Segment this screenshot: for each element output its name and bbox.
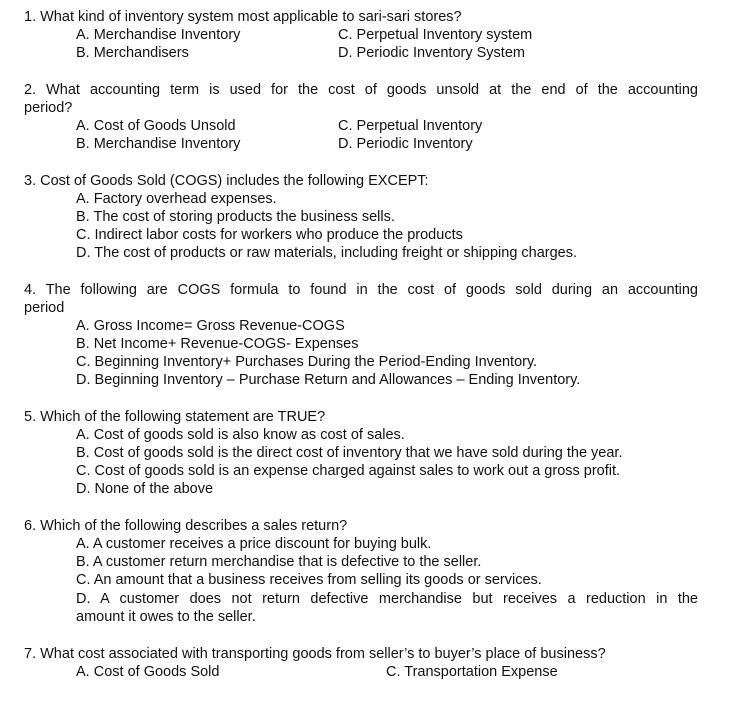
q4-option-c: C. Beginning Inventory+ Purchases During the Period-Ending Inventory. bbox=[76, 354, 538, 370]
question-2-line-1 bbox=[24, 81, 698, 99]
question-number: 4. bbox=[24, 282, 37, 298]
q6-option-d-line-2: amount it owes to the seller. bbox=[76, 609, 256, 625]
question-text: Which of the following describes a sales return? bbox=[40, 518, 348, 534]
question-4-line-1 bbox=[24, 281, 698, 299]
question-5 bbox=[24, 408, 325, 426]
question-text: Which of the following statement are TRUE? bbox=[40, 409, 326, 425]
q1-option-a: A. Merchandise Inventory bbox=[76, 27, 241, 43]
q5-option-d: D. None of the above bbox=[76, 481, 214, 497]
question-number: 6. bbox=[24, 518, 37, 534]
q2-option-d: D. Periodic Inventory bbox=[338, 136, 473, 152]
question-text: What kind of inventory system most applicable to sari-sari stores? bbox=[40, 9, 462, 25]
q3-option-d: D. The cost of products or raw materials, including freight or shipping charges. bbox=[76, 245, 578, 261]
q2-option-c: C. Perpetual Inventory bbox=[338, 118, 483, 134]
q6-option-b: B. A customer return merchandise that is defective to the seller. bbox=[76, 554, 482, 570]
q5-option-c: C. Cost of goods sold is an expense charged against sales to work out a gross profit. bbox=[76, 463, 621, 479]
question-text: What cost associated with transporting goods from seller’s to buyer’s place of business? bbox=[40, 646, 606, 662]
q2-option-a: A. Cost of Goods Unsold bbox=[76, 118, 236, 134]
question-text: The following are COGS formula to found in the cost of goods sold during an accounting bbox=[45, 282, 698, 298]
q4-option-d: D. Beginning Inventory – Purchase Return and Allowances – Ending Inventory. bbox=[76, 372, 581, 388]
question-number: 7. bbox=[24, 646, 37, 662]
question-2-line-2: period? bbox=[24, 100, 73, 116]
question-number: 2. bbox=[24, 82, 37, 98]
q1-option-d: D. Periodic Inventory System bbox=[338, 45, 525, 61]
question-number: 5. bbox=[24, 409, 37, 425]
q4-option-b: B. Net Income+ Revenue-COGS- Expenses bbox=[76, 336, 359, 352]
q4-option-a: A. Gross Income= Gross Revenue-COGS bbox=[76, 318, 345, 334]
q7-option-a: A. Cost of Goods Sold bbox=[76, 664, 220, 680]
question-3 bbox=[24, 172, 429, 190]
q5-option-b: B. Cost of goods sold is the direct cost of inventory that we have sold during the year. bbox=[76, 445, 623, 461]
q5-option-a: A. Cost of goods sold is also know as cost of sales. bbox=[76, 427, 405, 443]
q1-option-c: C. Perpetual Inventory system bbox=[338, 27, 533, 43]
question-text: What accounting term is used for the cost of goods unsold at the end of the accounting bbox=[46, 82, 698, 98]
q6-option-d-line-1: D. A customer does not return defective merchandise but receives a reduction in the bbox=[76, 591, 698, 607]
question-7 bbox=[24, 645, 606, 663]
question-number: 3. bbox=[24, 173, 37, 189]
question-1 bbox=[24, 8, 462, 26]
q6-option-a: A. A customer receives a price discount for buying bulk. bbox=[76, 536, 432, 552]
question-6 bbox=[24, 517, 347, 535]
q1-option-b: B. Merchandisers bbox=[76, 45, 189, 61]
question-number: 1. bbox=[24, 9, 37, 25]
q3-option-c: C. Indirect labor costs for workers who produce the products bbox=[76, 227, 463, 243]
q3-option-a: A. Factory overhead expenses. bbox=[76, 191, 277, 207]
question-4-line-2: period bbox=[24, 300, 65, 316]
q3-option-b: B. The cost of storing products the business sells. bbox=[76, 209, 395, 225]
question-text: Cost of Goods Sold (COGS) includes the following EXCEPT: bbox=[40, 173, 429, 189]
q7-option-c: C. Transportation Expense bbox=[386, 664, 558, 680]
q2-option-b: B. Merchandise Inventory bbox=[76, 136, 241, 152]
q6-option-c: C. An amount that a business receives from selling its goods or services. bbox=[76, 572, 542, 588]
